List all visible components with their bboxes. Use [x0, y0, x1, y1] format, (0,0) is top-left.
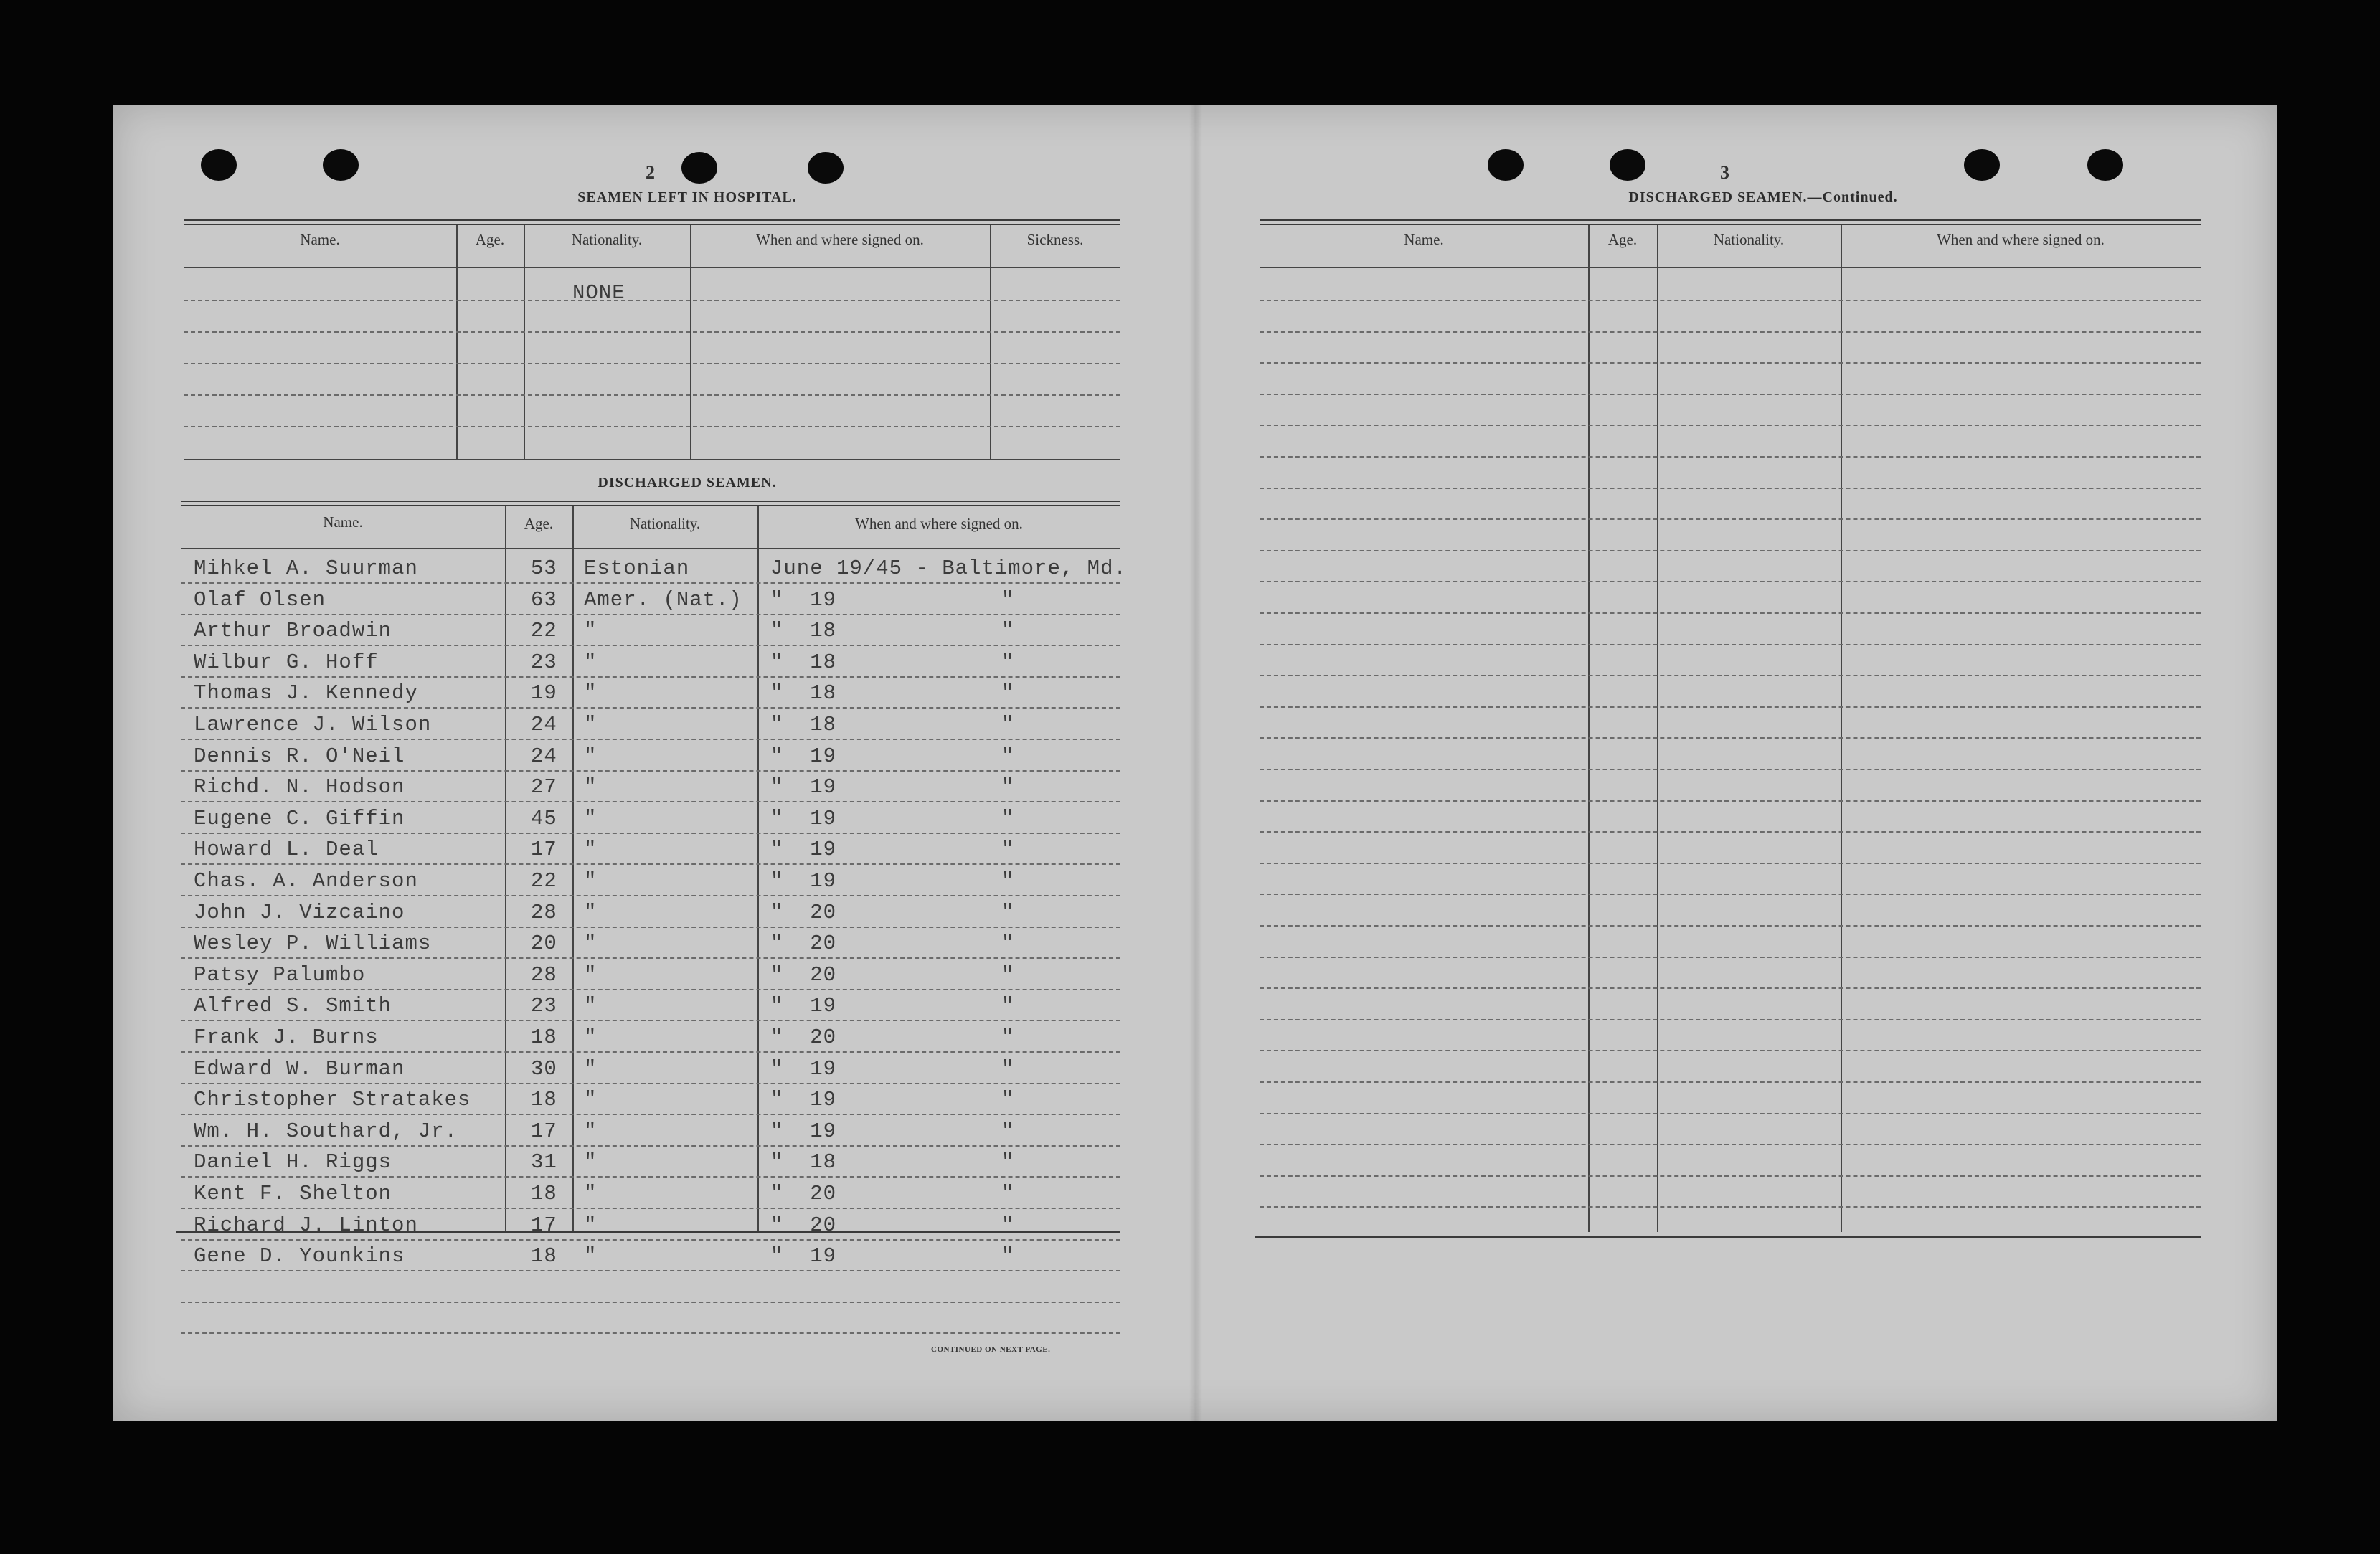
continued-footer: CONTINUED ON NEXT PAGE. [931, 1345, 1051, 1354]
table-row [113, 807, 1120, 838]
punch-hole [1610, 149, 1645, 181]
row-line [181, 1145, 1120, 1147]
table-row [113, 713, 1120, 744]
seaman-signed-on-place: " [1001, 619, 1015, 643]
hospital-vline [456, 225, 458, 460]
table-row [113, 650, 1120, 682]
seaman-name: Christopher Stratakes [194, 1088, 471, 1112]
seaman-nationality: " [584, 681, 598, 705]
row-line [1260, 1206, 2201, 1208]
seaman-name: Edward W. Burman [194, 1057, 405, 1081]
right-col-age: Age. [1607, 231, 1638, 248]
seaman-age: 31 [531, 1150, 557, 1174]
row-line [181, 833, 1120, 834]
row-line [181, 927, 1120, 928]
seaman-age: 23 [531, 994, 557, 1018]
discharged-col-signed-on: When and where signed on. [855, 515, 1023, 532]
seaman-name: Daniel H. Riggs [194, 1150, 392, 1174]
seaman-age: 18 [531, 1088, 557, 1112]
row-line [1260, 550, 2201, 551]
row-line [181, 1083, 1120, 1084]
seaman-nationality: " [584, 1025, 598, 1049]
discharged-col-age: Age. [524, 515, 554, 532]
seaman-signed-on-date: " 19 [770, 994, 837, 1018]
seaman-signed-on-place: " [1001, 994, 1015, 1018]
seaman-age: 30 [531, 1057, 557, 1081]
row-line [1260, 456, 2201, 458]
seaman-name: Gene D. Younkins [194, 1244, 405, 1268]
table-row [113, 901, 1120, 932]
right-col-nationality: Nationality. [1713, 231, 1785, 248]
seaman-age: 53 [531, 556, 557, 580]
row-line [1260, 706, 2201, 708]
seaman-nationality: " [584, 994, 598, 1018]
seaman-signed-on-date: " 20 [770, 1182, 837, 1205]
seaman-nationality: " [584, 1150, 598, 1174]
row-line [1260, 331, 2201, 333]
row-line [1260, 362, 2201, 364]
seaman-signed-on-place: " [1001, 838, 1015, 861]
seaman-signed-on-place: " [1001, 744, 1015, 768]
row-line [1260, 518, 2201, 520]
seaman-signed-on-place: " [1001, 588, 1015, 612]
hospital-title: SEAMEN LEFT IN HOSPITAL. [577, 189, 797, 205]
right-top-rule [1260, 219, 2201, 221]
seaman-name: Frank J. Burns [194, 1025, 379, 1049]
seaman-nationality: Amer. (Nat.) [584, 588, 742, 612]
punch-hole [1964, 149, 2000, 181]
seaman-signed-on-place: " [1001, 1119, 1015, 1143]
seaman-name: Arthur Broadwin [194, 619, 392, 643]
seaman-nationality: " [584, 650, 598, 674]
seaman-signed-on-date: " 19 [770, 1119, 837, 1143]
seaman-name: Alfred S. Smith [194, 994, 392, 1018]
hospital-col-nationality: Nationality. [571, 231, 643, 248]
right-bottom-rule [1255, 1236, 2201, 1238]
row-line [181, 863, 1120, 865]
seaman-signed-on-place: " [1001, 807, 1015, 830]
seaman-nationality: " [584, 619, 598, 643]
seaman-age: 19 [531, 681, 557, 705]
seaman-signed-on-date: " 18 [770, 619, 837, 643]
row-line [1260, 894, 2201, 895]
seaman-signed-on-place: " [1001, 1057, 1015, 1081]
row-line [1260, 425, 2201, 426]
row-line [1260, 300, 2201, 301]
seaman-name: Chas. A. Anderson [194, 869, 418, 893]
seaman-age: 17 [531, 838, 557, 861]
row-line [1260, 675, 2201, 676]
seaman-age: 20 [531, 932, 557, 955]
table-row [113, 556, 1127, 588]
row-line [1260, 737, 2201, 739]
row-line [1260, 1175, 2201, 1177]
seaman-signed-on-place: " [1001, 650, 1015, 674]
table-row [113, 1150, 1120, 1182]
seaman-signed-on-date: " 19 [770, 588, 837, 612]
seaman-age: 18 [531, 1025, 557, 1049]
table-row [113, 1213, 1120, 1245]
seaman-name: Kent F. Shelton [194, 1182, 392, 1205]
discharged-col-nationality: Nationality. [629, 515, 701, 532]
hospital-col-age: Age. [475, 231, 505, 248]
hospital-top-rule [184, 219, 1120, 221]
seaman-signed-on-place: " [1001, 1213, 1015, 1237]
seaman-name: Wm. H. Southard, Jr. [194, 1119, 458, 1143]
row-line [1260, 925, 2201, 927]
seaman-nationality: Estonian [584, 556, 690, 580]
row-line [1260, 612, 2201, 614]
table-row [113, 1182, 1120, 1213]
seaman-signed-on-place: " [1001, 963, 1015, 987]
row-line [181, 957, 1120, 959]
discharged-header-rule [181, 548, 1120, 549]
row-line [1260, 644, 2201, 645]
table-row [113, 1025, 1120, 1057]
seaman-signed-on-date: " 20 [770, 932, 837, 955]
seaman-signed-on-date: " 18 [770, 681, 837, 705]
seaman-nationality: " [584, 1244, 598, 1268]
row-line [181, 1239, 1120, 1241]
row-line [1260, 1050, 2201, 1051]
seaman-age: 28 [531, 901, 557, 924]
seaman-name: Howard L. Deal [194, 838, 379, 861]
row-line [1260, 957, 2201, 958]
seaman-age: 17 [531, 1213, 557, 1237]
seaman-name: Lawrence J. Wilson [194, 713, 432, 736]
seaman-signed-on-place: " [1001, 1182, 1015, 1205]
seaman-signed-on-place: " [1001, 713, 1015, 736]
seaman-age: 45 [531, 807, 557, 830]
table-row [113, 932, 1120, 963]
seaman-age: 18 [531, 1182, 557, 1205]
seaman-age: 27 [531, 775, 557, 799]
hospital-entry: NONE [572, 281, 625, 305]
table-row [113, 869, 1120, 901]
seaman-signed-on-place: " [1001, 1088, 1015, 1112]
seaman-signed-on-date: " 20 [770, 901, 837, 924]
seaman-nationality: " [584, 713, 598, 736]
right-header-rule [1260, 267, 2201, 268]
seaman-signed-on-place: " [1001, 869, 1015, 893]
row-line [181, 707, 1120, 709]
seaman-signed-on-date: " 20 [770, 1025, 837, 1049]
seaman-signed-on-date: " 18 [770, 650, 837, 674]
hospital-vline [524, 225, 525, 460]
hospital-row-line [184, 331, 1120, 333]
seaman-signed-on-date: " 19 [770, 1088, 837, 1112]
seaman-name: Richard J. Linton [194, 1213, 418, 1237]
seaman-signed-on-date: " 19 [770, 775, 837, 799]
hospital-col-signed-on: When and where signed on. [756, 231, 924, 248]
seaman-age: 28 [531, 963, 557, 987]
seaman-name: Olaf Olsen [194, 588, 326, 612]
row-line [1260, 831, 2201, 833]
table-row [113, 1088, 1120, 1119]
seaman-signed-on-place: " [1001, 901, 1015, 924]
seaman-nationality: " [584, 932, 598, 955]
row-line [181, 1332, 1120, 1334]
hospital-row-line [184, 363, 1120, 364]
seaman-age: 17 [531, 1119, 557, 1143]
seaman-name: Mihkel A. Suurman [194, 556, 418, 580]
punch-hole [808, 152, 844, 184]
table-row [113, 1057, 1120, 1089]
seaman-nationality: " [584, 1057, 598, 1081]
seaman-age: 24 [531, 744, 557, 768]
row-line [181, 895, 1120, 896]
continued-title: DISCHARGED SEAMEN.—Continued. [1628, 189, 1898, 205]
seaman-nationality: " [584, 1182, 598, 1205]
seaman-signed-on-place: " [1001, 932, 1015, 955]
seaman-signed-on-date: " 20 [770, 963, 837, 987]
seaman-name: Wesley P. Williams [194, 932, 432, 955]
row-line [1260, 863, 2201, 864]
hospital-col-name: Name. [300, 231, 340, 248]
row-line [1260, 1081, 2201, 1083]
page-fold [1189, 105, 1202, 1421]
table-row [113, 681, 1120, 713]
seaman-signed-on-date: " 20 [770, 1213, 837, 1237]
table-row [113, 1119, 1120, 1151]
seaman-age: 24 [531, 713, 557, 736]
punch-hole [2087, 149, 2123, 181]
seaman-signed-on-date: " 19 [770, 838, 837, 861]
punch-hole [681, 152, 717, 184]
row-line [1260, 800, 2201, 802]
seaman-signed-on-place: " [1001, 681, 1015, 705]
seaman-name: Eugene C. Giffin [194, 807, 405, 830]
row-line [1260, 987, 2201, 989]
row-line [181, 739, 1120, 740]
seaman-nationality: " [584, 744, 598, 768]
discharged-bottom-rule [176, 1231, 1120, 1233]
seaman-signed-on-date: " 19 [770, 1057, 837, 1081]
seaman-signed-on-date: " 19 [770, 744, 837, 768]
row-line [181, 1270, 1120, 1271]
seaman-name: Richd. N. Hodson [194, 775, 405, 799]
seaman-nationality: " [584, 1088, 598, 1112]
row-line [1260, 769, 2201, 770]
seaman-name: Dennis R. O'Neil [194, 744, 405, 768]
row-line [181, 801, 1120, 802]
table-row [113, 619, 1120, 650]
row-line [181, 582, 1120, 584]
hospital-vline [690, 225, 691, 460]
seaman-age: 18 [531, 1244, 557, 1268]
seaman-signed-on-place: " [1001, 1150, 1015, 1174]
seaman-name: John J. Vizcaino [194, 901, 405, 924]
seaman-nationality: " [584, 775, 598, 799]
table-row [113, 994, 1120, 1025]
row-line [181, 676, 1120, 678]
row-line [181, 1302, 1120, 1303]
hospital-row-line [184, 300, 1120, 301]
seaman-signed-on-place: " [1001, 775, 1015, 799]
row-line [181, 645, 1120, 646]
hospital-row-line [184, 394, 1120, 396]
seaman-nationality: " [584, 1119, 598, 1143]
table-row [113, 744, 1120, 776]
row-line [181, 989, 1120, 990]
right-col-name: Name. [1404, 231, 1444, 248]
seaman-signed-on-date: " 19 [770, 869, 837, 893]
seaman-name: Patsy Palumbo [194, 963, 366, 987]
hospital-row-line [184, 426, 1120, 427]
row-line [1260, 1019, 2201, 1020]
seaman-age: 63 [531, 588, 557, 612]
row-line [181, 1020, 1120, 1021]
right-col-signed-on: When and where signed on. [1937, 231, 2105, 248]
hospital-vline [990, 225, 991, 460]
punch-hole [323, 149, 359, 181]
discharged-col-name: Name. [323, 513, 363, 531]
seaman-nationality: " [584, 901, 598, 924]
seaman-age: 22 [531, 869, 557, 893]
seaman-signed-on-date: " 19 [770, 1244, 837, 1268]
hospital-bottom-rule [184, 459, 1120, 460]
row-line [181, 1114, 1120, 1115]
page-number-right: 3 [1720, 162, 1729, 183]
row-line [181, 614, 1120, 615]
seaman-signed-on-place: " [1001, 1244, 1015, 1268]
table-row [113, 1244, 1120, 1276]
seaman-signed-on-date: June 19/45 - Baltimore, Md. [770, 556, 1127, 580]
document-sheet [113, 105, 2277, 1421]
page-number-left: 2 [646, 162, 655, 183]
row-line [1260, 488, 2201, 489]
hospital-col-sickness: Sickness. [1026, 231, 1084, 248]
row-line [181, 1051, 1120, 1053]
row-line [181, 770, 1120, 772]
table-row [113, 588, 1120, 620]
row-line [181, 1208, 1120, 1209]
seaman-age: 22 [531, 619, 557, 643]
seaman-signed-on-place: " [1001, 1025, 1015, 1049]
seaman-signed-on-date: " 18 [770, 1150, 837, 1174]
row-line [1260, 581, 2201, 582]
seaman-nationality: " [584, 807, 598, 830]
table-row [113, 838, 1120, 869]
punch-hole [201, 149, 237, 181]
discharged-top-rule [181, 501, 1120, 502]
table-row [113, 963, 1120, 995]
row-line [181, 1176, 1120, 1178]
seaman-nationality: " [584, 1213, 598, 1237]
seaman-nationality: " [584, 869, 598, 893]
table-row [113, 775, 1120, 807]
seaman-nationality: " [584, 963, 598, 987]
seaman-signed-on-date: " 19 [770, 807, 837, 830]
row-line [1260, 394, 2201, 395]
punch-hole [1488, 149, 1524, 181]
hospital-header-rule [184, 267, 1120, 268]
row-line [1260, 1144, 2201, 1145]
seaman-nationality: " [584, 838, 598, 861]
seaman-name: Thomas J. Kennedy [194, 681, 418, 705]
seaman-signed-on-date: " 18 [770, 713, 837, 736]
row-line [1260, 1113, 2201, 1114]
seaman-name: Wilbur G. Hoff [194, 650, 379, 674]
discharged-title: DISCHARGED SEAMEN. [598, 475, 777, 491]
seaman-age: 23 [531, 650, 557, 674]
